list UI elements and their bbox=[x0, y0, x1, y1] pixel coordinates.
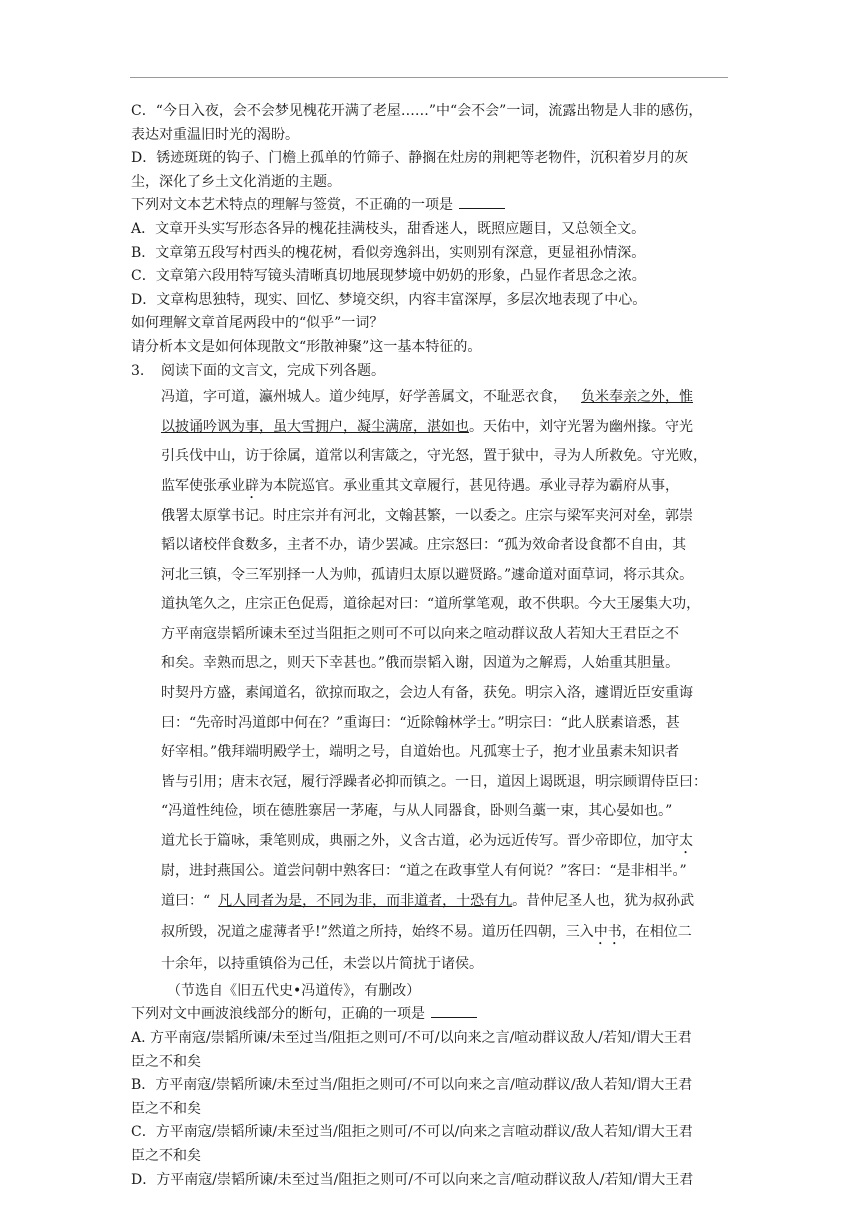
passage-line: 河北三镇，令三军别择一人为帅，孤请归太原以避贤路。”遽命道对面草词，将示其众。 bbox=[161, 566, 694, 583]
section-number: 3. bbox=[131, 362, 145, 379]
passage-text: 叔所毁，况道之虚薄者乎!”然道之所持，始终不易。道历任四朝，三入 bbox=[161, 924, 594, 941]
dotted-char: 书 bbox=[607, 924, 622, 941]
wavy-underlined-text: 以披诵吟讽为事，虽大雪拥户，凝尘满席，湛如也 bbox=[161, 418, 469, 435]
question-sihu: 如何理解文章首尾两段中的“似乎”一词？ bbox=[131, 315, 384, 332]
option-d-line2: 尘，深化了乡土文化消逝的主题。 bbox=[131, 173, 341, 190]
option-c-line1: C．方平南寇/崇韬所谏/未至过当/阻拒之则可/不可以/向来之言喧动群议/敌人若知/谓大王君 bbox=[131, 1124, 693, 1141]
passage-text: 。昔仲尼圣人也，犹为叔孙武 bbox=[512, 893, 695, 910]
passage-line: 尉，进封燕国公。道尝问朝中熟客曰：“道之在政事堂人有何说？”客曰：“是非相半。” bbox=[161, 862, 687, 879]
passage-text: 道曰：“ bbox=[161, 893, 211, 910]
option-d-line1: D．锈迹斑斑的钩子、门檐上孤单的竹筛子、静搁在灶房的荆耙等老物件，沉积着岁月的灰 bbox=[131, 150, 689, 167]
option-a-line1: A. 方平南寇/崇韬所谏/未至过当/阻拒之则可/不可/以向来之言/喧动群议敌人/若知/谓大王君 bbox=[131, 1029, 692, 1046]
art-option-d: D．文章构思独特，现实、回忆、梦境交织，内容丰富深厚，多层次地表现了中心。 bbox=[131, 291, 647, 308]
option-a-line2: 臣之不和矣 bbox=[131, 1053, 201, 1070]
document-page bbox=[131, 100, 731, 1192]
passage-line: “冯道性纯俭，顷在德胜寨居一茅庵，与从人同器食，卧则刍藁一束，其心晏如也。” bbox=[161, 803, 673, 820]
art-option-c: C．文章第六段用特写镜头清晰真切地展现梦境中奶奶的形象，凸显作者思念之浓。 bbox=[131, 268, 646, 285]
option-b-line2: 臣之不和矣 bbox=[131, 1100, 201, 1117]
answer-blank[interactable] bbox=[431, 1003, 477, 1018]
dotted-char: 中 bbox=[593, 924, 608, 941]
wavy-underlined-text: 负米奉亲之外，惟 bbox=[581, 389, 693, 406]
passage-line: 皆与引用；唐末衣冠，履行浮躁者必抑而镇之。一日，道因上谒既退，明宗顾谓侍臣曰： bbox=[161, 773, 707, 790]
question-stem-text: 下列对文中画波浪线部分的断句，正确的一项是 bbox=[131, 1006, 425, 1023]
passage-text: 。天佑中，刘守光署为幽州掾。守光 bbox=[469, 418, 693, 435]
punctuation-question bbox=[131, 1003, 731, 1027]
passage-text: ，在相位二 bbox=[621, 924, 692, 941]
section-instruction: 阅读下面的文言文，完成下列各题。 bbox=[161, 362, 385, 379]
answer-blank[interactable] bbox=[459, 194, 505, 209]
option-c-line2: 表达对重温旧时光的渴盼。 bbox=[131, 126, 299, 143]
passage-line: 时契丹方盛，素闻道名，欲掠而取之，会边人有备，获免。明宗入洛，遽谓近臣安重诲 bbox=[161, 685, 693, 702]
passage-line bbox=[131, 383, 731, 413]
passage-line: 韬以诸校伴食数多，主者不办，请少罢减。庄宗怒曰：“孤为效命者设食都不自由，其 bbox=[161, 537, 687, 554]
section-3-heading bbox=[131, 360, 731, 384]
dotted-char: 太 bbox=[679, 833, 693, 850]
passage-text: 道尤长于篇咏，秉笔则成，典丽之外，义含古道，必为远近传写。晋少帝即位，加守 bbox=[161, 833, 679, 850]
passage-line: 和矣。幸熟而思之，则天下幸甚也。”俄而崇韬入谢，因道为之解焉，人始重其胆量。 bbox=[161, 655, 680, 672]
passage-line: 好宰相。”俄拜端明殿学士，端明之号，自道始也。凡孤寒士子，抱才业虽素未知识者 bbox=[161, 744, 680, 761]
passage-line: 道执笔久之，庄宗正色促焉，道徐起对曰：“道所掌笔观，敢不供职。今大王屡集大功， bbox=[161, 596, 701, 613]
option-c-line2: 臣之不和矣 bbox=[131, 1147, 201, 1164]
passage-line bbox=[131, 413, 731, 443]
option-b-line1: B．方平南寇/崇韬所谏/未至过当/阻拒之则可/不可以向来之言/喧动群议/敌人若知/谓大王君 bbox=[131, 1077, 693, 1094]
art-option-b: B．文章第五段写村西头的槐花树，看似旁逸斜出，实则别有深意，更显祖孙情深。 bbox=[131, 244, 646, 261]
question-xingsan: 请分析本文是如何体现散文“形散神聚”这一基本特征的。 bbox=[131, 338, 482, 355]
passage-line bbox=[131, 917, 731, 948]
header-rule bbox=[130, 77, 728, 78]
option-c-line1: C．“今日入夜，会不会梦见槐花开满了老屋……”中“会不会”一词，流露出物是人非的感伤， bbox=[131, 103, 703, 119]
passage-line: 引兵伐中山，访于徐属，道常以利害箴之，守光怒，置于狱中，寻为人所救免。守光败， bbox=[161, 448, 707, 465]
passage-text: 监军使张承业 bbox=[161, 477, 245, 494]
art-option-a: A．文章开头实写形态各异的槐花挂满枝头，甜香迷人，既照应题目，又总领全文。 bbox=[131, 220, 646, 237]
passage-line bbox=[131, 472, 731, 502]
passage-line: 十余年，以持重镇俗为己任，未尝以片简扰于诸侯。 bbox=[161, 955, 483, 972]
passage-text: 为本院巡官。承业重其文章履行，甚见待遇。承业寻荐为霸府从事， bbox=[259, 477, 679, 494]
dotted-char: 辟 bbox=[245, 477, 259, 494]
passage-line bbox=[131, 827, 731, 857]
underlined-sentence: 凡人同者为是，不同为非，而非道者，十恐有九 bbox=[218, 893, 513, 910]
passage-line: 俄署太原掌书记。时庄宗并有河北，文翰甚繁，一以委之。庄宗与梁军夹河对垒，郭崇 bbox=[161, 507, 693, 524]
passage-source: （节选自《旧五代史•冯道传》，有删改） bbox=[167, 982, 421, 999]
passage-text: 冯道，字可道，瀛州城人。道少纯厚，好学善属文，不耻恶衣食， bbox=[161, 389, 567, 406]
question-stem-art bbox=[131, 194, 731, 218]
passage-line bbox=[131, 886, 731, 917]
passage-line: 曰：“先帝时冯道郎中何在？”重诲曰：“近除翰林学士。”明宗曰：“此人朕素谙悉，甚 bbox=[161, 714, 680, 731]
option-d-line1: D．方平南寇/崇韬所谏/未至过当/阻拒之则可/不可以向来之言/喧动群议敌人/若知/谓大王君 bbox=[131, 1171, 694, 1188]
passage-line: 方平南寇崇韬所谏未至过当阻拒之则可不可以向来之喧动群议敌人若知大王君臣之不 bbox=[161, 625, 679, 642]
question-stem-text: 下列对文本艺术特点的理解与签赏，不正确的一项是 bbox=[131, 197, 453, 214]
